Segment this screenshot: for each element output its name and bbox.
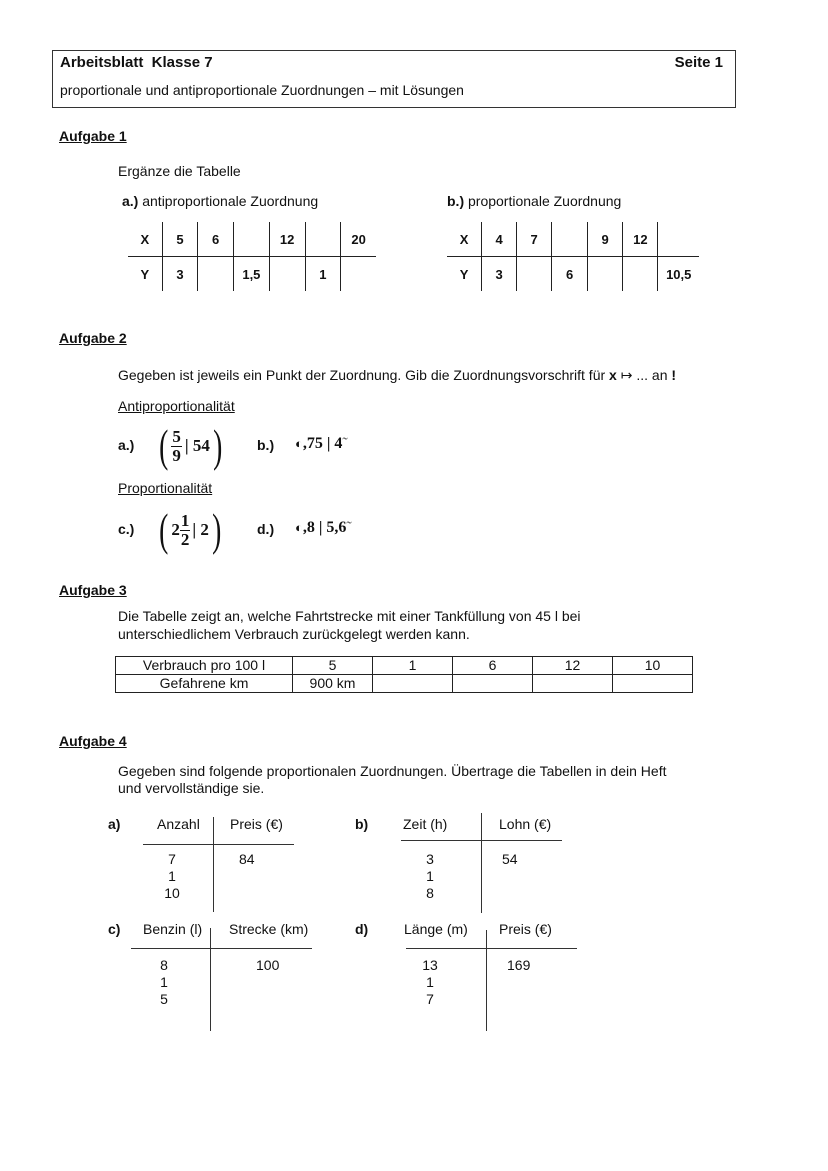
- table-cell: 10: [613, 657, 693, 675]
- fraction: [171, 428, 182, 465]
- table-cell: 7: [426, 991, 434, 1007]
- table-cell[interactable]: [517, 257, 552, 292]
- task-4d-label: d): [355, 921, 369, 937]
- table-cell: 6: [453, 657, 533, 675]
- task-1a-table: [128, 222, 376, 291]
- task-4a-label: a): [108, 816, 121, 832]
- table-row-x: [447, 222, 699, 257]
- table-cell[interactable]: [658, 222, 699, 257]
- task-4-heading: Aufgabe 4: [59, 733, 127, 749]
- table-cell: 169: [507, 957, 531, 973]
- table-cell: 7: [517, 222, 552, 257]
- table-cell: Y: [459, 266, 469, 282]
- table-cell: 8: [160, 957, 168, 973]
- table-cell[interactable]: [305, 222, 341, 257]
- broken-paren-icon: ◐: [295, 436, 303, 451]
- task-2a-label: a.): [118, 437, 135, 453]
- numerator: 5: [172, 426, 181, 446]
- variable-x: x: [609, 367, 617, 383]
- task-4b-col2-header: Lohn (€): [499, 816, 552, 832]
- denominator: 9: [172, 445, 181, 465]
- table-cell[interactable]: [234, 222, 270, 257]
- task-4a-col1-header: Anzahl: [157, 816, 200, 832]
- task-1a-title-text: antiproportionale Zuordnung: [142, 193, 319, 209]
- task-2-heading: Aufgabe 2: [59, 330, 127, 346]
- right-paren-icon: ): [211, 504, 222, 555]
- task-3-heading: Aufgabe 3: [59, 582, 127, 598]
- table-cell: 1: [305, 257, 341, 292]
- task-4d-left-values: [413, 957, 447, 1008]
- task-1b-table: [447, 222, 699, 291]
- table-cell: 1: [160, 974, 168, 990]
- table-cell: 13: [422, 957, 438, 973]
- antiproportionality-label: Antiproportionalität: [118, 398, 235, 414]
- task-4-text-line-2: und vervollständige sie.: [118, 780, 265, 796]
- worksheet-header: [52, 50, 736, 108]
- task-4a-left-values: [150, 851, 194, 902]
- broken-paren-icon: ◐: [295, 520, 303, 535]
- task-3-text-line-2: unterschiedlichem Verbrauch zurückgelegt werden kann.: [118, 626, 470, 642]
- task-4a-right-values: [239, 851, 255, 868]
- table-cell[interactable]: [373, 675, 453, 693]
- table-cell: 4: [482, 222, 517, 257]
- broken-paren-icon: ˜: [342, 435, 348, 452]
- table-row-distance: [116, 675, 693, 693]
- divider-horizontal: [131, 948, 312, 949]
- table-cell[interactable]: [269, 257, 305, 292]
- table-cell: 12: [533, 657, 613, 675]
- divider-vertical: [210, 928, 211, 1031]
- table-cell[interactable]: [198, 257, 234, 292]
- table-cell: 12: [623, 222, 658, 257]
- table-cell: 1: [426, 868, 434, 884]
- table-cell[interactable]: [453, 675, 533, 693]
- table-cell: Verbrauch pro 100 l: [116, 657, 293, 675]
- worksheet-title: Arbeitsblatt Klasse 7: [60, 54, 213, 71]
- numerator: 1: [180, 510, 190, 530]
- task-2d-point: [295, 519, 352, 537]
- table-cell: 3: [482, 257, 517, 292]
- task-4c-left-values: [150, 957, 178, 1008]
- table-row-y: [128, 257, 376, 292]
- task-3-text-line-1: Die Tabelle zeigt an, welche Fahrtstrecke mit einer Tankfüllung von 45 l bei: [118, 608, 581, 624]
- table-cell: 6: [552, 257, 588, 292]
- table-cell[interactable]: [341, 257, 376, 292]
- table-cell[interactable]: [613, 675, 693, 693]
- task-1-heading: Aufgabe 1: [59, 128, 127, 144]
- instruction-text: Gegeben ist jeweils ein Punkt der Zuordnung. Gib die Zuordnungsvorschrift für: [118, 367, 610, 383]
- task-2-instruction: [118, 367, 676, 384]
- task-4-text-line-1: Gegeben sind folgende proportionalen Zuordnungen. Übertrage die Tabellen in dein Heft: [118, 763, 667, 779]
- task-1b-label: b.): [447, 193, 465, 209]
- task-1a-label: a.): [122, 193, 139, 209]
- task-4d-col1-header: Länge (m): [404, 921, 468, 937]
- table-cell: 84: [239, 851, 255, 867]
- table-cell[interactable]: [588, 257, 623, 292]
- task-4d-right-values: [507, 957, 530, 974]
- table-cell: 3: [162, 257, 198, 292]
- table-cell[interactable]: 6: [198, 222, 234, 257]
- table-cell: 5: [162, 222, 198, 257]
- table-cell: 1: [168, 868, 176, 884]
- task-4b-left-values: [410, 851, 450, 902]
- table-cell: 10,5: [658, 257, 699, 292]
- table-cell: 100: [256, 957, 280, 973]
- table-cell[interactable]: [552, 222, 588, 257]
- table-cell: 900 km: [293, 675, 373, 693]
- whole-number: 2: [171, 520, 180, 539]
- task-4d-col2-header: Preis (€): [499, 921, 552, 937]
- table-cell: 1,5: [234, 257, 270, 292]
- task-4c-col1-header: Benzin (l): [143, 921, 203, 937]
- table-cell: 5: [293, 657, 373, 675]
- table-row-y: [447, 257, 699, 292]
- page-number: Seite 1: [674, 54, 723, 71]
- task-2c-label: c.): [118, 521, 135, 537]
- task-1b-title-text: proportionale Zuordnung: [468, 193, 622, 209]
- table-cell: 10: [164, 885, 180, 901]
- table-cell: 5: [160, 991, 168, 1007]
- task-4c-label: c): [108, 921, 121, 937]
- task-4c-col2-header: Strecke (km): [229, 921, 309, 937]
- broken-paren-icon: ˜: [346, 519, 352, 536]
- task-2b-point: [295, 435, 348, 453]
- table-row-x: [128, 222, 376, 257]
- task-2c-point: [156, 504, 224, 555]
- divider-vertical: [486, 930, 487, 1031]
- table-cell: 1: [373, 657, 453, 675]
- table-cell: Gefahrene km: [116, 675, 293, 693]
- task-2d-label: d.): [257, 521, 275, 537]
- denominator: 2: [180, 529, 190, 549]
- table-cell: 1: [426, 974, 434, 990]
- table-cell: 9: [588, 222, 623, 257]
- left-paren-icon: (: [159, 420, 169, 471]
- task-4b-label: b): [355, 816, 369, 832]
- table-cell: 8: [426, 885, 434, 901]
- point-text: ,75 | 4: [302, 435, 343, 452]
- divider-horizontal: [406, 948, 577, 949]
- divider-vertical: [481, 813, 482, 913]
- worksheet-subtitle: proportionale und antiproportionale Zuordnungen – mit Lösungen: [60, 82, 464, 98]
- task-1b-title: [447, 193, 621, 210]
- task-1a-title: [122, 193, 318, 210]
- table-cell: Y: [140, 266, 150, 282]
- task-3-table: [115, 656, 693, 693]
- task-1-instruction: Ergänze die Tabelle: [118, 163, 241, 179]
- task-4b-col1-header: Zeit (h): [403, 816, 448, 832]
- table-cell: X: [447, 222, 482, 257]
- table-cell: 20: [341, 222, 376, 257]
- table-cell: 54: [502, 851, 518, 867]
- task-2a-point: [156, 420, 225, 471]
- proportionality-label: Proportionalität: [118, 480, 213, 496]
- task-4a-col2-header: Preis (€): [230, 816, 283, 832]
- table-cell: 12: [269, 222, 305, 257]
- table-row-consumption: [116, 657, 693, 675]
- point-y: | 2: [192, 520, 209, 539]
- fraction: [180, 512, 191, 549]
- task-2b-label: b.): [257, 437, 275, 453]
- table-cell: X: [128, 222, 162, 257]
- task-4b-right-values: [502, 851, 518, 868]
- table-cell[interactable]: [623, 257, 658, 292]
- divider-vertical: [213, 817, 214, 912]
- table-cell: 3: [426, 851, 434, 867]
- mapsto-text: ↦ ... an: [616, 367, 672, 383]
- point-text: ,8 | 5,6: [302, 519, 347, 536]
- exclamation: !: [671, 367, 677, 383]
- task-4c-right-values: [256, 957, 279, 974]
- left-paren-icon: (: [159, 504, 169, 555]
- point-y: | 54: [184, 436, 210, 455]
- divider-horizontal: [143, 844, 294, 845]
- right-paren-icon: ): [212, 420, 223, 471]
- table-cell[interactable]: [533, 675, 613, 693]
- table-cell: 7: [168, 851, 176, 867]
